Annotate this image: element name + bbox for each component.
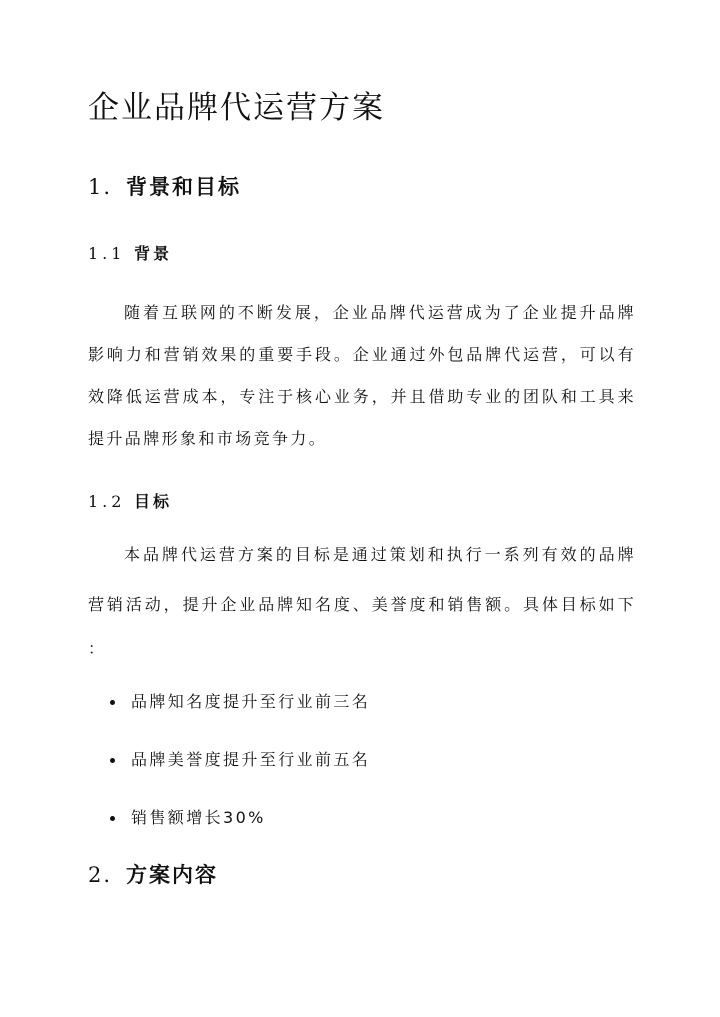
- section-2-heading: [88, 860, 218, 890]
- paragraph-line: 本品牌代运营方案的目标是通过策划和执行一系列有效的品牌: [124, 545, 636, 564]
- paragraph-line: 影响力和营销效果的重要手段。企业通过外包品牌代运营，可以有: [88, 345, 636, 364]
- section-1-number: 1.: [88, 175, 113, 199]
- goal-paragraph: [88, 540, 636, 664]
- section-1-title: 背景和目标: [126, 174, 241, 199]
- subsection-1-1-number: 1.1: [88, 244, 126, 263]
- list-item: [88, 748, 370, 806]
- section-1-heading: [88, 172, 241, 202]
- list-item-text: 品牌知名度提升至行业前三名: [131, 692, 371, 711]
- paragraph-line: 营销活动，提升企业品牌知名度、美誉度和销售额。具体目标如下: [88, 595, 636, 614]
- paragraph-line: 随着互联网的不断发展，企业品牌代运营成为了企业提升品牌: [124, 303, 636, 322]
- list-item-text: 品牌美誉度提升至行业前五名: [131, 750, 371, 769]
- bullet-dot-icon: [110, 816, 115, 821]
- paragraph-line: ：: [88, 639, 107, 658]
- subsection-1-1-heading: [88, 242, 172, 266]
- subsection-1-2-number: 1.2: [88, 492, 126, 511]
- section-2-number: 2.: [88, 863, 113, 887]
- background-paragraph: [88, 298, 636, 454]
- bullet-dot-icon: [110, 700, 115, 705]
- paragraph-line: 效降低运营成本，专注于核心业务，并且借助专业的团队和工具来: [88, 387, 636, 406]
- subsection-1-2-heading: [88, 490, 172, 514]
- subsection-1-1-title: 背景: [134, 244, 173, 263]
- bullet-dot-icon: [110, 758, 115, 763]
- document-title: 企业品牌代运营方案: [88, 90, 385, 126]
- subsection-1-2-title: 目标: [134, 492, 173, 511]
- section-2-title: 方案内容: [126, 862, 218, 887]
- list-item: [88, 690, 370, 748]
- list-item: [88, 806, 370, 864]
- paragraph-line: 提升品牌形象和市场竞争力。: [88, 429, 328, 448]
- goal-list: [88, 690, 370, 864]
- list-item-text: 销售额增长30%: [131, 808, 266, 827]
